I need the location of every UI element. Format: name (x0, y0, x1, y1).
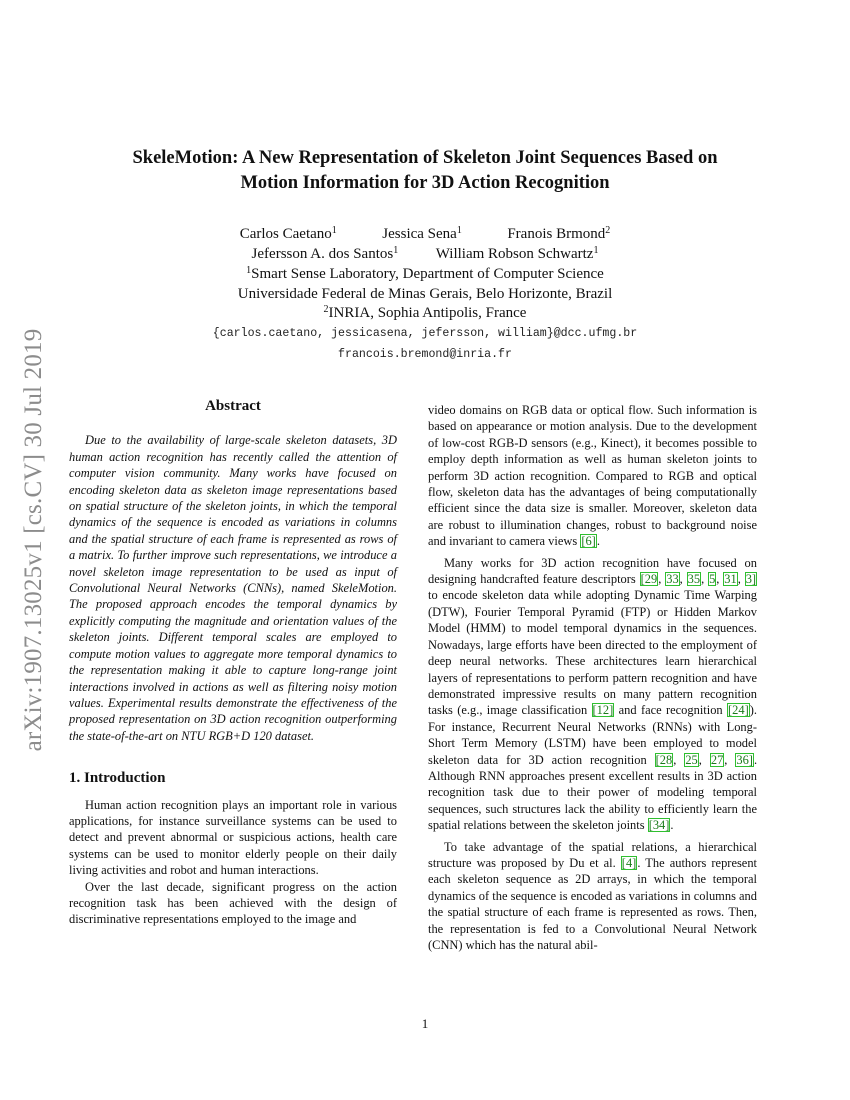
intro-paragraph-1: Human action recognition plays an important role in various applications, for instance surveillance systems can be used to detect and prevent abnormal or suspicious actions, health care systems can be used to monitor elderly people on their daily living activities and robot and human interactions. (69, 797, 397, 878)
citation-link[interactable]: 3] (745, 572, 757, 587)
right-paragraph-1: video domains on RGB data or optical flow. Such information is based on appearance or motion analysis. Due to the development of low-cost RGB-D sensors (e.g., Kinect), it becomes possible to employ depth information as well as human skeleton joints to perform 3D action recognition. Compared to RGB and optical flow, skeleton data has the advantages of being computationally efficient since the data size is smaller. Moreover, skeleton data are robust to illumination changes, robust to background noise and invariant to camera views [6]. (428, 403, 757, 549)
author-dos-santos: Jefersson A. dos Santos$^1$ (251, 245, 399, 262)
citation-link[interactable]: [4] (621, 855, 637, 870)
authors-row-2 (70, 244, 780, 264)
citation-link[interactable]: 35 (687, 572, 701, 587)
citation-link[interactable]: [12] (592, 703, 614, 718)
citation-link[interactable]: 25 (685, 752, 698, 767)
right-column (428, 402, 757, 953)
affiliation-1-line-2: Universidade Federal de Minas Gerais, Belo Horizonte, Brazil (237, 286, 613, 302)
right-paragraph-3: To take advantage of the spatial relations, a hierarchical structure was proposed by Du et al. [4]. The authors represent each skeleton sequence as 2D arrays, in which the temporal dynamics of the sequence is encoded as variations in columns and the spatial structure of each frame is represented as rows. Then, the representation is fed to a Convolutional Neural Network (CNN) which has the natural abil- (428, 839, 757, 952)
citation-link[interactable]: [28 (655, 752, 673, 767)
page-number: 1 (421, 1016, 429, 1031)
introduction-heading: 1. Introduction (69, 770, 166, 787)
affiliation-2: $^2$INRIA, Sophia Antipolis, France (323, 304, 527, 321)
citation-link[interactable]: 27 (710, 752, 724, 767)
citation-link[interactable]: 5 (709, 572, 716, 587)
paper-title (70, 146, 780, 196)
author-caetano: Carlos Caetano$^1$ (239, 225, 337, 242)
arxiv-stamp: arXiv:1907.13025v1 [cs.CV] 30 Jul 2019 (20, 328, 47, 752)
citation-link[interactable]: [34] (648, 818, 670, 833)
author-bremond: Franois Brmond$^2$ (507, 225, 611, 242)
right-paragraph-2: Many works for 3D action recognition have focused on designing handcrafted feature descriptors [29, 33, 35, 5, 31, 3] to encode skeleton data while adopting Dynamic Time Warping (DTW), Fourier Temporal Pyramid (FTP) or Hidden Markov Model (HMM) to model temporal dynamics in the sequences. Nowadays, large efforts have been directed to the employment of deep neural networks. These architectures learn hierarchical layers of representations to perform pattern recognition and have demonstrated impressive results on many pattern recognition tasks (e.g., image classification [12] and face recognition [24]). For instance, Recurrent Neural Networks (RNNs) with Long-Short Term Memory (LSTM) have been employed to model skeleton data for 3D action recognition [28, 25, 27, 36]. Although RNN approaches present excellent results in 3D action recognition task due to their power of modeling temporal sequences, such structures lack the ability to efficiently learn the spatial relations between the skeleton joints [34]. (428, 555, 758, 833)
email-line-1: {carlos.caetano, jessicasena, jefersson, william}@dcc.ufmg.br (212, 327, 638, 340)
affiliation-1-line-1: $^1$Smart Sense Laboratory, Department of Computer Science (246, 265, 604, 282)
citation-link[interactable]: [24] (728, 703, 749, 718)
intro-paragraph-2: Over the last decade, significant progress on the action recognition task has been achieved with the design of discriminative representations employed to the image and (69, 879, 397, 927)
author-sena: Jessica Sena$^1$ (382, 225, 462, 242)
author-schwartz: William Robson Schwartz$^1$ (435, 245, 599, 262)
authors-row-1 (70, 224, 780, 244)
citation-link[interactable]: 31 (724, 572, 737, 587)
email-line-2: francois.bremond@inria.fr (338, 348, 512, 361)
citation-link[interactable]: [29 (640, 572, 658, 587)
title-line-2: Motion Information for 3D Action Recognition (240, 173, 610, 193)
citation-link[interactable]: 33 (666, 572, 679, 587)
abstract-heading: Abstract (205, 398, 261, 414)
citation-link[interactable]: 36] (736, 752, 753, 767)
citation-link[interactable]: [6] (581, 534, 596, 549)
abstract-text: Due to the availability of large-scale skeleton datasets, 3D human action recognition has recently called the attention of computer vision community. Many works have focused on encoding skeleton data as skeleton image representations based on spatial structure of the skeleton joints, in which the temporal dynamics of the sequence is encoded as variations in columns and the spatial structure of each frame is represented as rows of a matrix. To further improve such representations, we introduce a novel skeleton image representation to be used as input of Convolutional Neural Networks (CNNs), named SkeleMotion. The proposed approach encodes the temporal dynamics by explicitly computing the magnitude and orientation values of the skeleton joints. Different temporal scales are employed to compute motion values to aggregate more temporal dynamics to the representation making it able to capture long-range joint interactions involved in actions as well as filtering noisy motion values. Experimental results demonstrate the effectiveness of the proposed representation on 3D action recognition outperforming the state-of-the-art on NTU RGB+D 120 dataset. (69, 433, 397, 743)
left-column (69, 398, 397, 928)
title-line-1: SkeleMotion: A New Representation of Skeleton Joint Sequences Based on (132, 148, 718, 168)
